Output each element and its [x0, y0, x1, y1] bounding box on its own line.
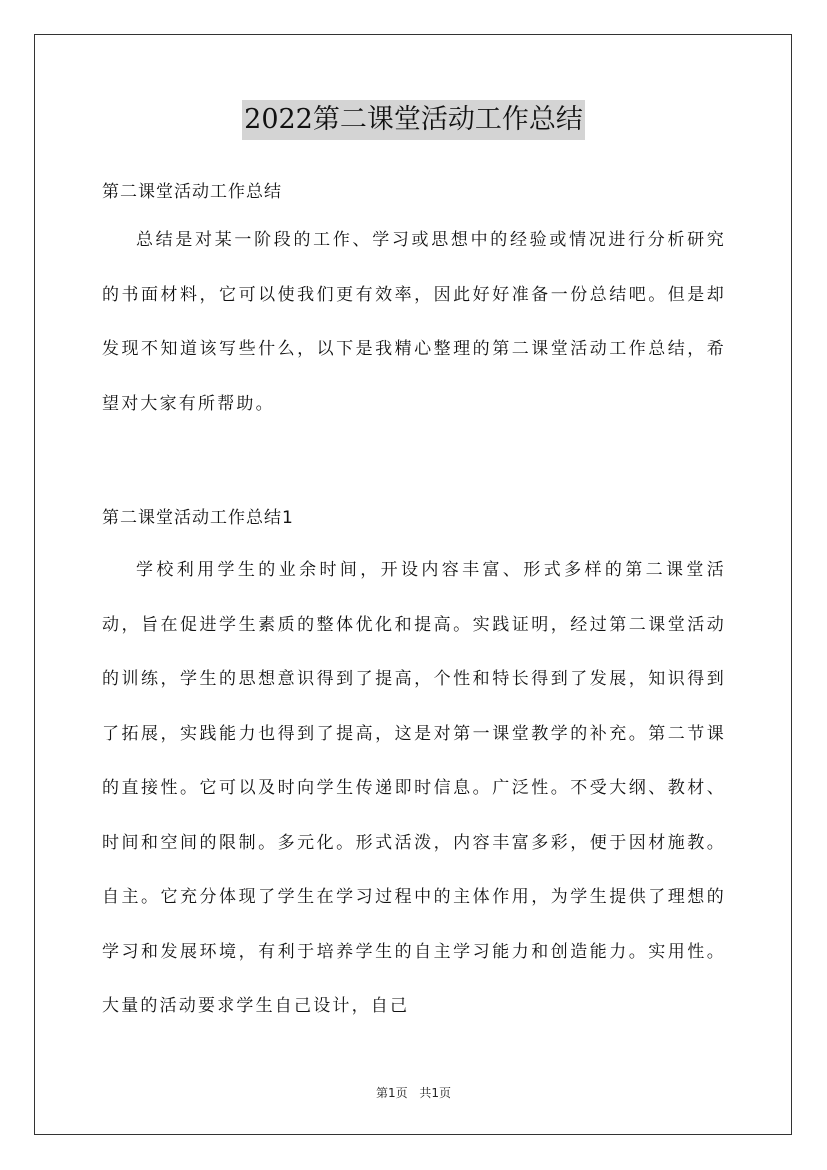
document-title: 2022第二课堂活动工作总结	[242, 100, 585, 140]
section-spacer	[102, 431, 726, 499]
page-number: 第1页	[375, 1086, 408, 1100]
intro-heading: 第二课堂活动工作总结	[102, 182, 282, 202]
document-body	[102, 173, 726, 1034]
intro-paragraph: 总结是对某一阶段的工作、学习或思想中的经验或情况进行分析研究的书面材料，它可以使我们更有效率，因此好好准备一份总结吧。但是却发现不知道该写些什么，以下是我精心整理的第二课堂活动工作总结，希望对大家有所帮助。	[102, 230, 726, 414]
title-container	[0, 100, 827, 140]
section-1-paragraph: 学校利用学生的业余时间，开设内容丰富、形式多样的第二课堂活动，旨在促进学生素质的整体优化和提高。实践证明，经过第二课堂活动的训练，学生的思想意识得到了提高，个性和特长得到了发展，知识得到了拓展，实践能力也得到了提高，这是对第一课堂教学的补充。第二节课的直接性。它可以及时向学生传递即时信息。广泛性。不受大纲、教材、时间和空间的限制。多元化。形式活泼，内容丰富多彩，便于因材施教。自主。它充分体现了学生在学习过程中的主体作用，为学生提供了理想的学习和发展环境，有利于培养学生的自主学习能力和创造能力。实用性。大量的活动要求学生自己设计，自己	[102, 560, 726, 1016]
section-1-heading: 第二课堂活动工作总结1	[102, 508, 294, 528]
page-footer	[0, 1084, 827, 1101]
page-total: 共1页	[419, 1086, 452, 1100]
